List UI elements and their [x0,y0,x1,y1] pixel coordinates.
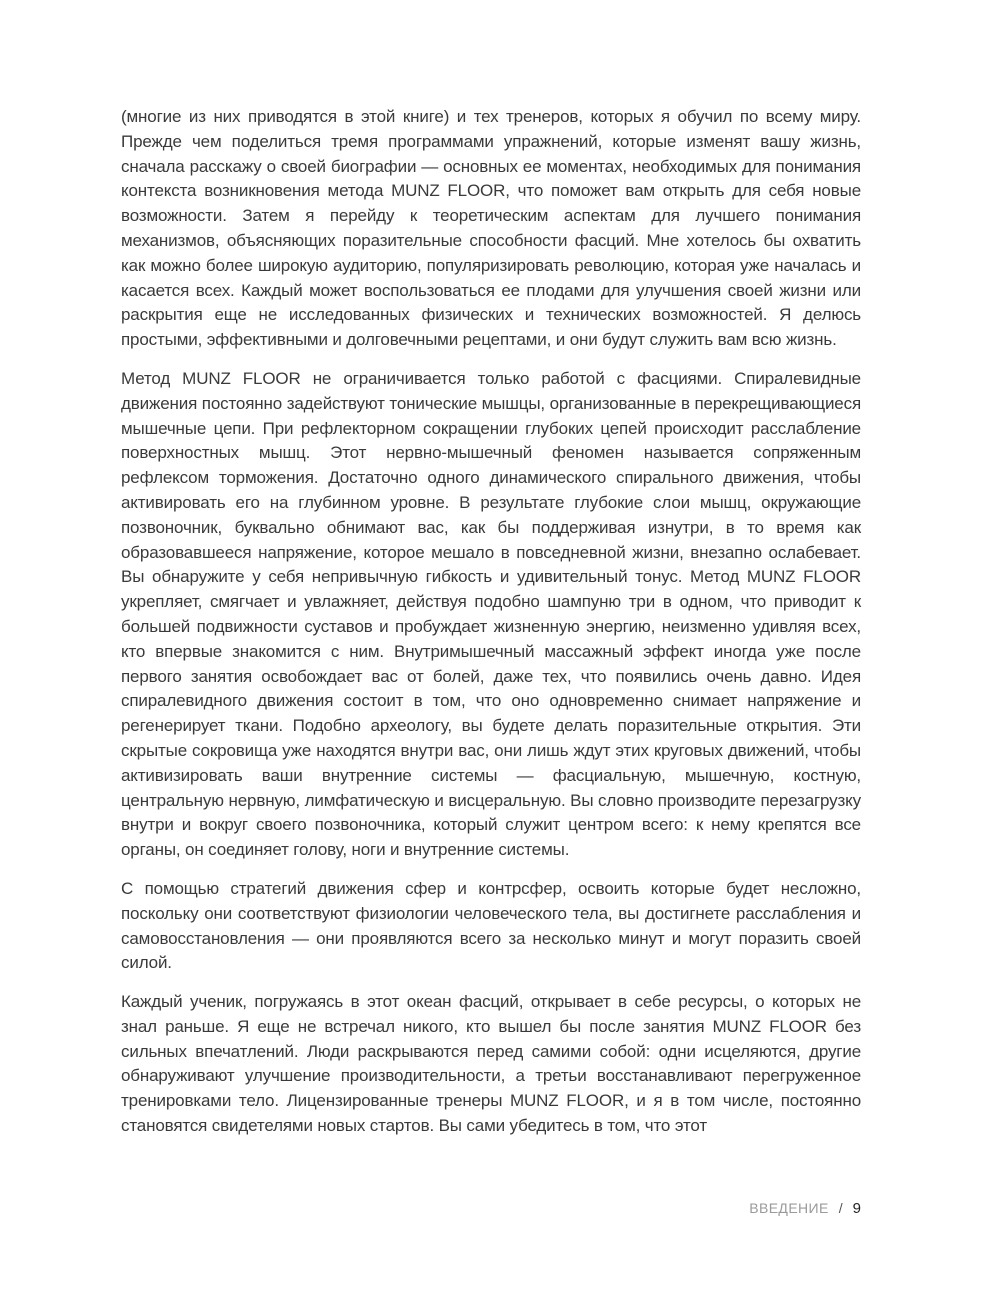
running-footer-section: ВВЕДЕНИЕ [749,1200,829,1216]
paragraph-1: (многие из них приводятся в этой книге) и тех тренеров, которых я обучил по всему миру. Прежде чем поделиться тремя программами упражнений, которые изменят вашу жизнь, сначала расскажу о своей биографии — основных ее моментах, необходимых для понимания контекста возникновения метода MUNZ FLOOR, что поможет вам открыть для себя новые возможности. Затем я перейду к теоретическим аспектам для лучшего понимания механизмов, объясняющих поразительные способности фасций. Мне хотелось бы охватить как можно более широкую аудиторию, популяризировать революцию, которая уже началась и касается всех. Каждый может воспользоваться ее плодами для улучшения своей жизни или раскрытия еще не исследованных физических и технических возможностей. Я делюсь простыми, эффективными и долговечными рецептами, и они будут служить вам всю жизнь. [121,107,861,350]
page-number: 9 [852,1200,861,1217]
paragraph-3: С помощью стратегий движения сфер и контрсфер, освоить которые будет несложно, поскольку они соответствуют физиологии человеческого тела, вы достигнете расслабления и самовосстановления — они проявляются всего за несколько минут и могут поразить своей силой. [121,878,861,973]
paragraph-2: Метод MUNZ FLOOR не ограничивается только работой с фасциями. Спиралевидные движения постоянно задействуют тонические мышцы, организованные в перекрещивающиеся мышечные цепи. При рефлекторном сокращении глубоких цепей происходит расслабление поверхностных мышц. Этот нервно-мышечный феномен называется сопряженным рефлексом торможения. Достаточно одного динамического спирального движения, чтобы активировать его на глубинном уровне. В результате глубокие слои мышц, окружающие позвоночник, буквально обнимают вас, как бы поддерживая изнутри, в то время как образовавшееся напряжение, которое мешало в повседневной жизни, внезапно ослабевает. Вы обнаружите у себя непривычную гибкость и удивительный тонус. Метод MUNZ FLOOR укрепляет, смягчает и увлажняет, действуя подобно шампуню три в одном, что приводит к большей подвижности суставов и пробуждает жизненную энергию, неизменно удивляя всех, кто впервые знакомится с ним. Внутримышечный массажный эффект иногда уже после первого занятия освобождает вас от болей, даже тех, что появились очень давно. Идея спиралевидного движения состоит в том, что оно одновременно снимает напряжение и регенерирует ткани. Подобно археологу, вы будете делать поразительные открытия. Эти скрытые сокровища уже находятся внутри вас, они лишь ждут этих круговых движений, чтобы активизировать ваши внутренние системы — фасциальную, мышечную, костную, центральную нервную, лимфатическую и висцеральную. Вы словно производите перезагрузку внутри и вокруг своего позвоночника, который служит центром всего: к нему крепятся все органы, он соединяет голову, ноги и внутренние системы. [121,368,861,860]
page-footer [749,1200,861,1217]
footer-separator: / [838,1200,843,1216]
page-body [121,105,861,1153]
paragraph-4: Каждый ученик, погружаясь в этот океан фасций, открывает в себе ресурсы, о которых не знал раньше. Я еще не встречал никого, кто вышел бы после занятия MUNZ FLOOR без сильных впечатлений. Люди раскрываются перед самими собой: одни исцеляются, другие обнаруживают улучшение производительности, а третьи восстанавливают перегруженное тренировками тело. Лицензированные тренеры MUNZ FLOOR, и я в том числе, постоянно становятся свидетелями новых стартов. Вы сами убедитесь в том, что этот [121,992,861,1136]
